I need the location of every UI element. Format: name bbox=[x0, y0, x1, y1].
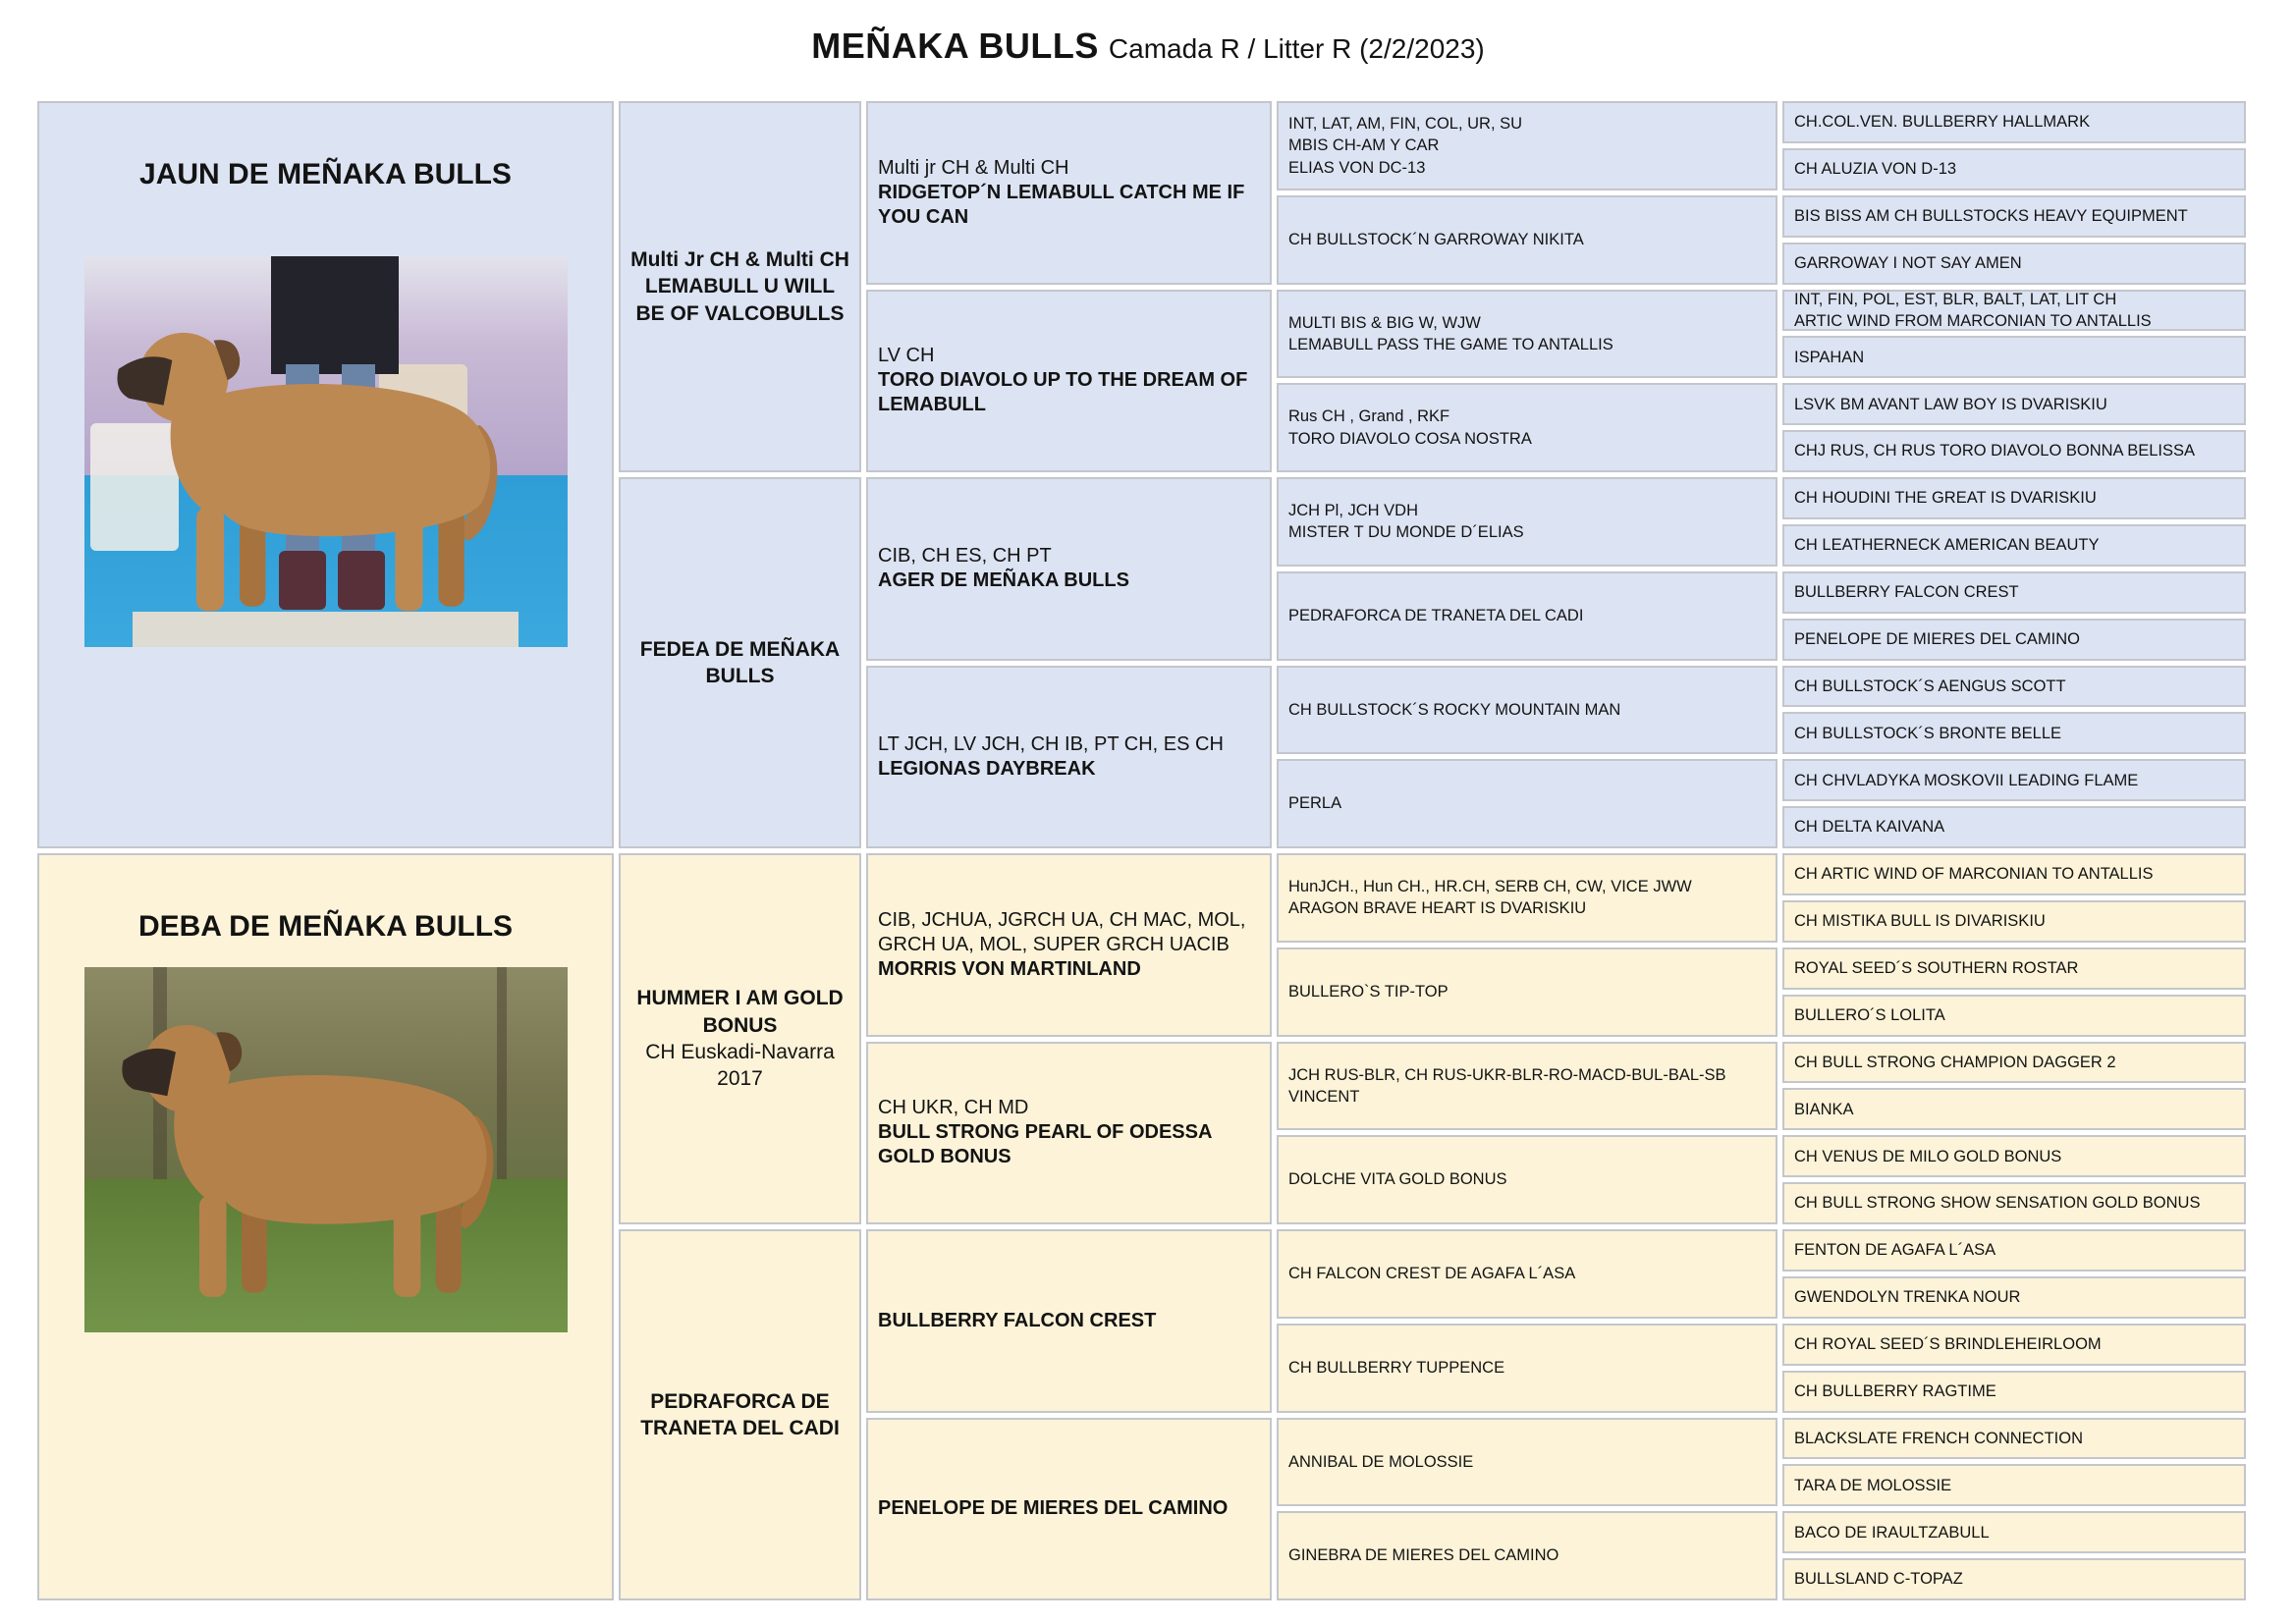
ancestor-line: BACO DE IRAULTZABULL bbox=[1794, 1523, 1990, 1542]
ancestor-line: CH HOUDINI THE GREAT IS DVARISKIU bbox=[1794, 489, 2097, 508]
ggg-grandparent-cell bbox=[1782, 759, 2246, 801]
ggg-grandparent-cell bbox=[1782, 900, 2246, 943]
ancestor-line: BLACKSLATE FRENCH CONNECTION bbox=[1794, 1429, 2083, 1447]
ancestor-titles: LV CH bbox=[878, 345, 935, 367]
ggg-grandparent-cell bbox=[1782, 148, 2246, 190]
pedigree-table bbox=[37, 101, 2246, 1600]
ggg-grandparent-cell bbox=[1782, 1558, 2246, 1600]
ancestor-line: CH BULLSTOCK´S ROCKY MOUNTAIN MAN bbox=[1288, 700, 1621, 719]
ancestor-line: BULLERO´S LOLITA bbox=[1794, 1005, 1945, 1024]
dam-name: DEBA DE MEÑAKA BULLS bbox=[137, 910, 514, 943]
gg-grandparent-cell bbox=[1277, 195, 1777, 285]
ggg-grandparent-cell bbox=[1782, 101, 2246, 143]
ggg-grandparent-cell bbox=[1782, 243, 2246, 285]
ancestor-line: DOLCHE VITA GOLD BONUS bbox=[1288, 1170, 1507, 1189]
sire-name: JAUN DE MEÑAKA BULLS bbox=[139, 158, 512, 190]
ancestor-line: JCH RUS-BLR, CH RUS-UKR-BLR-RO-MACD-BUL-BAL-SB bbox=[1288, 1065, 1726, 1084]
ggg-grandparent-cell bbox=[1782, 619, 2246, 661]
ancestor-line: VINCENT bbox=[1288, 1087, 1360, 1106]
ancestor-line: CH ARTIC WIND OF MARCONIAN TO ANTALLIS bbox=[1794, 865, 2154, 884]
gg-grandparent-cell bbox=[1277, 853, 1777, 943]
ancestor-line: CH BULLSTOCK´N GARROWAY NIKITA bbox=[1288, 230, 1584, 248]
ancestor-titles: Multi Jr CH & Multi CH bbox=[630, 248, 849, 272]
great-grandparent-cell bbox=[866, 290, 1272, 473]
ancestor-name: LEMABULL U WILL BE OF VALCOBULLS bbox=[635, 275, 845, 325]
ggg-grandparent-cell bbox=[1782, 1511, 2246, 1553]
ancestor-line: INT, LAT, AM, FIN, COL, UR, SU bbox=[1288, 114, 1523, 133]
ancestor-line: BULLERO`S TIP-TOP bbox=[1288, 982, 1449, 1001]
ancestor-line: ARTIC WIND FROM MARCONIAN TO ANTALLIS bbox=[1794, 311, 2152, 330]
grandsire-cell bbox=[619, 853, 861, 1224]
gg-grandparent-cell bbox=[1277, 1135, 1777, 1224]
bullmastiff-silhouette bbox=[110, 296, 542, 641]
ancestor-line: BIANKA bbox=[1794, 1100, 1854, 1118]
sire-cell bbox=[37, 101, 614, 848]
ggg-grandparent-cell bbox=[1782, 1418, 2246, 1460]
ancestor-name: MORRIS VON MARTINLAND bbox=[878, 957, 1141, 980]
great-grandparent-cell bbox=[866, 666, 1272, 849]
ancestor-name: TORO DIAVOLO UP TO THE DREAM OF LEMABULL bbox=[878, 369, 1248, 416]
ancestor-line: MBIS CH-AM Y CAR bbox=[1288, 136, 1440, 155]
ancestor-line: PEDRAFORCA DE TRANETA DEL CADI bbox=[1288, 606, 1584, 624]
dam-cell bbox=[37, 853, 614, 1600]
ancestor-line: BULLBERRY FALCON CREST bbox=[1794, 583, 2019, 602]
ancestor-line: BIS BISS AM CH BULLSTOCKS HEAVY EQUIPMENT bbox=[1794, 207, 2188, 226]
ggg-grandparent-cell bbox=[1782, 1324, 2246, 1366]
ggg-grandparent-cell bbox=[1782, 290, 2246, 332]
ancestor-line: CH BULL STRONG SHOW SENSATION GOLD BONUS bbox=[1794, 1194, 2201, 1213]
ancestor-titles: Multi jr CH & Multi CH bbox=[878, 156, 1069, 179]
ancestor-line: CH FALCON CREST DE AGAFA L´ASA bbox=[1288, 1265, 1576, 1283]
ancestor-name: FEDEA DE MEÑAKA BULLS bbox=[639, 637, 841, 687]
ancestor-line: LSVK BM AVANT LAW BOY IS DVARISKIU bbox=[1794, 395, 2107, 413]
ancestor-line: ISPAHAN bbox=[1794, 348, 1865, 366]
great-grandparent-cell bbox=[866, 101, 1272, 285]
dog-photo-jaun bbox=[84, 256, 568, 647]
ggg-grandparent-cell bbox=[1782, 1371, 2246, 1413]
gg-grandparent-cell bbox=[1277, 666, 1777, 755]
dog-photo-deba bbox=[84, 967, 568, 1332]
great-grandparent-cell bbox=[866, 1229, 1272, 1413]
ggg-grandparent-cell bbox=[1782, 383, 2246, 425]
ggg-grandparent-cell bbox=[1782, 336, 2246, 378]
gg-grandparent-cell bbox=[1277, 383, 1777, 472]
ancestor-line: JCH Pl, JCH VDH bbox=[1288, 502, 1419, 520]
ggg-grandparent-cell bbox=[1782, 1042, 2246, 1084]
ancestor-line: ANNIBAL DE MOLOSSIE bbox=[1288, 1452, 1474, 1471]
ancestor-line: CH BULLSTOCK´S BRONTE BELLE bbox=[1794, 724, 2062, 742]
ancestor-line: CHJ RUS, CH RUS TORO DIAVOLO BONNA BELISSA bbox=[1794, 442, 2196, 460]
ggg-grandparent-cell bbox=[1782, 947, 2246, 990]
great-grandparent-cell bbox=[866, 1418, 1272, 1601]
ancestor-line: CH ALUZIA VON D-13 bbox=[1794, 160, 1957, 179]
ggg-grandparent-cell bbox=[1782, 1135, 2246, 1177]
ggg-grandparent-cell bbox=[1782, 712, 2246, 754]
ancestor-line: FENTON DE AGAFA L´ASA bbox=[1794, 1241, 1996, 1260]
ggg-grandparent-cell bbox=[1782, 1182, 2246, 1224]
ancestor-name: BULLBERRY FALCON CREST bbox=[878, 1309, 1157, 1331]
ancestor-line: CH BULLSTOCK´S AENGUS SCOTT bbox=[1794, 677, 2066, 695]
gg-grandparent-cell bbox=[1277, 1418, 1777, 1507]
ancestor-titles: CIB, CH ES, CH PT bbox=[878, 545, 1052, 568]
ggg-grandparent-cell bbox=[1782, 477, 2246, 519]
ancestor-line: CH CHVLADYKA MOSKOVII LEADING FLAME bbox=[1794, 771, 2139, 789]
ancestor-titles: CIB, JCHUA, JGRCH UA, CH MAC, MOL, GRCH UA, MOL, SUPER GRCH UACIB bbox=[878, 908, 1246, 955]
gg-grandparent-cell bbox=[1277, 477, 1777, 567]
ancestor-name: LEGIONAS DAYBREAK bbox=[878, 757, 1096, 780]
page-title bbox=[0, 26, 2296, 67]
gg-grandparent-cell bbox=[1277, 1324, 1777, 1413]
granddam-cell bbox=[619, 477, 861, 848]
ancestor-name: RIDGETOP´N LEMABULL CATCH ME IF YOU CAN bbox=[878, 181, 1245, 228]
ancestor-name: BULL STRONG PEARL OF ODESSA GOLD BONUS bbox=[878, 1121, 1212, 1168]
ggg-grandparent-cell bbox=[1782, 430, 2246, 472]
ancestor-titles: CH UKR, CH MD bbox=[878, 1097, 1029, 1119]
kennel-name: MEÑAKA BULLS bbox=[811, 26, 1099, 66]
gg-grandparent-cell bbox=[1277, 101, 1777, 190]
bullmastiff-silhouette bbox=[115, 989, 537, 1326]
ancestor-name: HUMMER I AM GOLD BONUS bbox=[636, 987, 844, 1037]
ancestor-line: CH VENUS DE MILO GOLD BONUS bbox=[1794, 1147, 2062, 1165]
gg-grandparent-cell bbox=[1277, 1229, 1777, 1319]
ggg-grandparent-cell bbox=[1782, 995, 2246, 1037]
ancestor-line: TORO DIAVOLO COSA NOSTRA bbox=[1288, 429, 1532, 448]
ancestor-line: GINEBRA DE MIERES DEL CAMINO bbox=[1288, 1546, 1559, 1565]
ancestor-line: ELIAS VON DC-13 bbox=[1288, 158, 1426, 177]
great-grandparent-cell bbox=[866, 853, 1272, 1037]
ggg-grandparent-cell bbox=[1782, 1464, 2246, 1506]
ancestor-line: TARA DE MOLOSSIE bbox=[1794, 1476, 1952, 1494]
gg-grandparent-cell bbox=[1277, 759, 1777, 848]
ancestor-line: CH BULLBERRY TUPPENCE bbox=[1288, 1358, 1505, 1377]
great-grandparent-cell bbox=[866, 477, 1272, 661]
ancestor-subtitle: CH Euskadi-Navarra 2017 bbox=[645, 1041, 835, 1091]
ancestor-line: ROYAL SEED´S SOUTHERN ROSTAR bbox=[1794, 959, 2079, 978]
ancestor-line: PENELOPE DE MIERES DEL CAMINO bbox=[1794, 629, 2080, 648]
litter-label: Camada R / Litter R (2/2/2023) bbox=[1108, 33, 1485, 64]
gg-grandparent-cell bbox=[1277, 290, 1777, 379]
ancestor-line: HunJCH., Hun CH., HR.CH, SERB CH, CW, VICE JWW bbox=[1288, 878, 1692, 896]
gg-grandparent-cell bbox=[1277, 1042, 1777, 1131]
ancestor-line: GARROWAY I NOT SAY AMEN bbox=[1794, 253, 2022, 272]
ancestor-line: PERLA bbox=[1288, 794, 1342, 813]
ancestor-line: CH ROYAL SEED´S BRINDLEHEIRLOOM bbox=[1794, 1335, 2102, 1354]
ggg-grandparent-cell bbox=[1782, 571, 2246, 614]
ancestor-line: Rus CH , Grand , RKF bbox=[1288, 407, 1450, 426]
ancestor-line: CH DELTA KAIVANA bbox=[1794, 818, 1945, 837]
ancestor-line: CH BULLBERRY RAGTIME bbox=[1794, 1381, 1996, 1400]
gg-grandparent-cell bbox=[1277, 571, 1777, 661]
ancestor-titles: LT JCH, LV JCH, CH IB, PT CH, ES CH bbox=[878, 732, 1224, 755]
ancestor-line: LEMABULL PASS THE GAME TO ANTALLIS bbox=[1288, 335, 1613, 353]
ggg-grandparent-cell bbox=[1782, 853, 2246, 895]
ggg-grandparent-cell bbox=[1782, 666, 2246, 708]
ancestor-line: INT, FIN, POL, EST, BLR, BALT, LAT, LIT CH bbox=[1794, 290, 2117, 308]
ggg-grandparent-cell bbox=[1782, 195, 2246, 238]
ancestor-name: PEDRAFORCA DE TRANETA DEL CADI bbox=[640, 1389, 840, 1439]
ancestor-line: ARAGON BRAVE HEART IS DVARISKIU bbox=[1288, 899, 1587, 918]
ancestor-line: CH BULL STRONG CHAMPION DAGGER 2 bbox=[1794, 1053, 2116, 1071]
ancestor-line: MULTI BIS & BIG W, WJW bbox=[1288, 313, 1481, 332]
ggg-grandparent-cell bbox=[1782, 524, 2246, 567]
ancestor-line: CH.COL.VEN. BULLBERRY HALLMARK bbox=[1794, 113, 2091, 132]
ggg-grandparent-cell bbox=[1782, 1229, 2246, 1272]
ancestor-line: MISTER T DU MONDE D´ELIAS bbox=[1288, 523, 1524, 542]
ggg-grandparent-cell bbox=[1782, 1088, 2246, 1130]
ancestor-name: AGER DE MEÑAKA BULLS bbox=[878, 569, 1129, 592]
ancestor-name: PENELOPE DE MIERES DEL CAMINO bbox=[878, 1497, 1229, 1520]
ancestor-line: CH MISTIKA BULL IS DIVARISKIU bbox=[1794, 912, 2046, 931]
gg-grandparent-cell bbox=[1277, 1511, 1777, 1600]
great-grandparent-cell bbox=[866, 1042, 1272, 1225]
ancestor-line: CH LEATHERNECK AMERICAN BEAUTY bbox=[1794, 536, 2100, 555]
granddam-cell bbox=[619, 1229, 861, 1600]
ancestor-line: BULLSLAND C-TOPAZ bbox=[1794, 1570, 1963, 1589]
ggg-grandparent-cell bbox=[1782, 806, 2246, 848]
ancestor-line: GWENDOLYN TRENKA NOUR bbox=[1794, 1288, 2021, 1307]
grandsire-cell bbox=[619, 101, 861, 472]
ggg-grandparent-cell bbox=[1782, 1276, 2246, 1319]
gg-grandparent-cell bbox=[1277, 947, 1777, 1037]
